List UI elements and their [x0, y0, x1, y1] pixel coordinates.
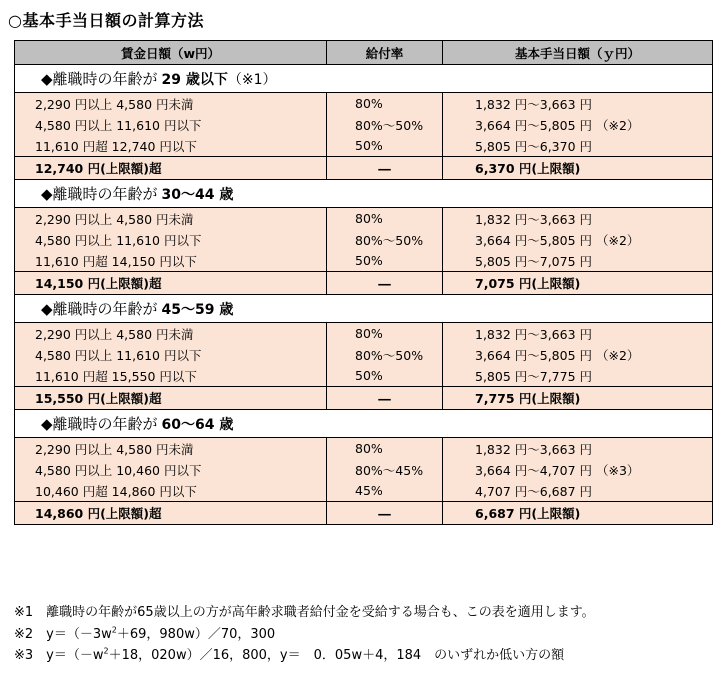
age-section-label [15, 295, 713, 323]
rate-cell: 45% [327, 480, 443, 502]
upper-limit-rate-cell: ― [327, 272, 443, 295]
upper-limit-rate-cell: ― [327, 502, 443, 525]
upper-limit-row [15, 157, 713, 180]
age-section-prefix: ◆離職時の年齢が [41, 300, 158, 318]
rate-cell: 80%～50% [327, 114, 443, 135]
table-row [15, 323, 713, 345]
upper-limit-allowance-cell: 6,370 円(上限額) [443, 157, 713, 180]
upper-limit-wage-cell: 12,740 円(上限額)超 [15, 157, 327, 180]
allowance-range-cell: 5,805 円～7,775 円 [443, 365, 713, 387]
allowance-range-cell: 1,832 円～3,663 円 [443, 323, 713, 345]
header-basic-allowance: 基本手当日額（ｙ円） [443, 41, 713, 65]
upper-limit-allowance-cell: 6,687 円(上限額) [443, 502, 713, 525]
wage-range-cell: 2,290 円以上 4,580 円未満 [15, 208, 327, 230]
rate-cell: 80% [327, 438, 443, 460]
age-section-header [15, 295, 713, 323]
footnote-2-text-b: ＋69，980w）／70，300 [116, 626, 276, 642]
table-row [15, 344, 713, 365]
wage-range-cell: 4,580 円以上 11,610 円以下 [15, 114, 327, 135]
header-wage-daily: 賃金日額（w円） [15, 41, 327, 65]
upper-limit-wage-cell: 14,150 円(上限額)超 [15, 272, 327, 295]
table-header-row [15, 41, 713, 65]
age-range: 30～44 歳 [161, 187, 234, 203]
table-row [15, 480, 713, 502]
age-section-header [15, 65, 713, 93]
wage-range-cell: 10,460 円超 14,860 円以下 [15, 480, 327, 502]
allowance-range-cell: 1,832 円～3,663 円 [443, 93, 713, 115]
wage-range-cell: 4,580 円以上 10,460 円以下 [15, 459, 327, 480]
age-range: 29 歳以下 [161, 72, 228, 88]
age-range: 45～59 歳 [161, 302, 234, 318]
wage-range-cell: 11,610 円超 15,550 円以下 [15, 365, 327, 387]
age-section-label [15, 410, 713, 438]
upper-limit-wage-cell: 15,550 円(上限額)超 [15, 387, 327, 410]
footnote-3-superscript: 2 [103, 646, 109, 656]
table-row [15, 114, 713, 135]
age-section-prefix: ◆離職時の年齢が [41, 185, 158, 203]
allowance-range-cell: 4,707 円～6,687 円 [443, 480, 713, 502]
allowance-range-cell: 3,664 円～5,805 円 （※2） [443, 344, 713, 365]
wage-range-cell: 11,610 円超 14,150 円以下 [15, 250, 327, 272]
upper-limit-rate-cell: ― [327, 157, 443, 180]
allowance-range-cell: 5,805 円～6,370 円 [443, 135, 713, 157]
age-section-label [15, 65, 713, 93]
rate-cell: 80%～50% [327, 344, 443, 365]
upper-limit-row [15, 272, 713, 295]
allowance-range-cell: 1,832 円～3,663 円 [443, 438, 713, 460]
table-row [15, 135, 713, 157]
upper-limit-row [15, 387, 713, 410]
header-benefit-rate: 給付率 [327, 41, 443, 65]
upper-limit-allowance-cell: 7,075 円(上限額) [443, 272, 713, 295]
wage-range-cell: 4,580 円以上 11,610 円以下 [15, 229, 327, 250]
upper-limit-wage-cell: 14,860 円(上限額)超 [15, 502, 327, 525]
rate-cell: 80% [327, 93, 443, 115]
rate-cell: 50% [327, 365, 443, 387]
footnotes [14, 602, 595, 667]
allowance-range-cell: 1,832 円～3,663 円 [443, 208, 713, 230]
allowance-range-cell: 5,805 円～7,075 円 [443, 250, 713, 272]
footnote-3 [14, 645, 595, 667]
age-section-prefix: ◆離職時の年齢が [41, 70, 158, 88]
rate-cell: 50% [327, 135, 443, 157]
allowance-range-cell: 3,664 円～4,707 円 （※3） [443, 459, 713, 480]
table-row [15, 93, 713, 115]
footnote-3-text-b: ＋18，020w）／16，800，y＝ 0．05w＋4，184 のいずれか低い方の額 [108, 648, 565, 663]
footnote-2-text-a: ※2 y＝（－3w [14, 626, 112, 642]
age-section-prefix: ◆離職時の年齢が [41, 415, 158, 433]
table-body [15, 65, 713, 525]
rate-cell: 80%～45% [327, 459, 443, 480]
age-section-header [15, 410, 713, 438]
table-row [15, 438, 713, 460]
age-section-note: （※1） [227, 72, 277, 88]
upper-limit-rate-cell: ― [327, 387, 443, 410]
table-row [15, 365, 713, 387]
wage-range-cell: 2,290 円以上 4,580 円未満 [15, 438, 327, 460]
footnote-3-text-a: ※3 y＝（－w [14, 648, 104, 663]
table-row [15, 208, 713, 230]
allowance-range-cell: 3,664 円～5,805 円 （※2） [443, 229, 713, 250]
page-title: ○基本手当日額の計算方法 [8, 11, 204, 30]
wage-range-cell: 4,580 円以上 11,610 円以下 [15, 344, 327, 365]
age-range: 60～64 歳 [161, 417, 234, 433]
table-row [15, 459, 713, 480]
rate-cell: 80%～50% [327, 229, 443, 250]
table-row [15, 229, 713, 250]
rate-cell: 80% [327, 323, 443, 345]
wage-range-cell: 2,290 円以上 4,580 円未満 [15, 323, 327, 345]
footnote-2-superscript: 2 [111, 625, 117, 635]
age-section-label [15, 180, 713, 208]
footnote-2 [14, 624, 595, 646]
wage-range-cell: 11,610 円超 12,740 円以下 [15, 135, 327, 157]
wage-range-cell: 2,290 円以上 4,580 円未満 [15, 93, 327, 115]
age-section-header [15, 180, 713, 208]
rate-cell: 50% [327, 250, 443, 272]
table-row [15, 250, 713, 272]
allowance-range-cell: 3,664 円～5,805 円 （※2） [443, 114, 713, 135]
footnote-1: ※1 離職時の年齢が65歳以上の方が高年齢求職者給付金を受給する場合も、この表を適用します。 [14, 605, 595, 620]
upper-limit-row [15, 502, 713, 525]
upper-limit-allowance-cell: 7,775 円(上限額) [443, 387, 713, 410]
benefit-calculation-table [14, 40, 713, 525]
rate-cell: 80% [327, 208, 443, 230]
